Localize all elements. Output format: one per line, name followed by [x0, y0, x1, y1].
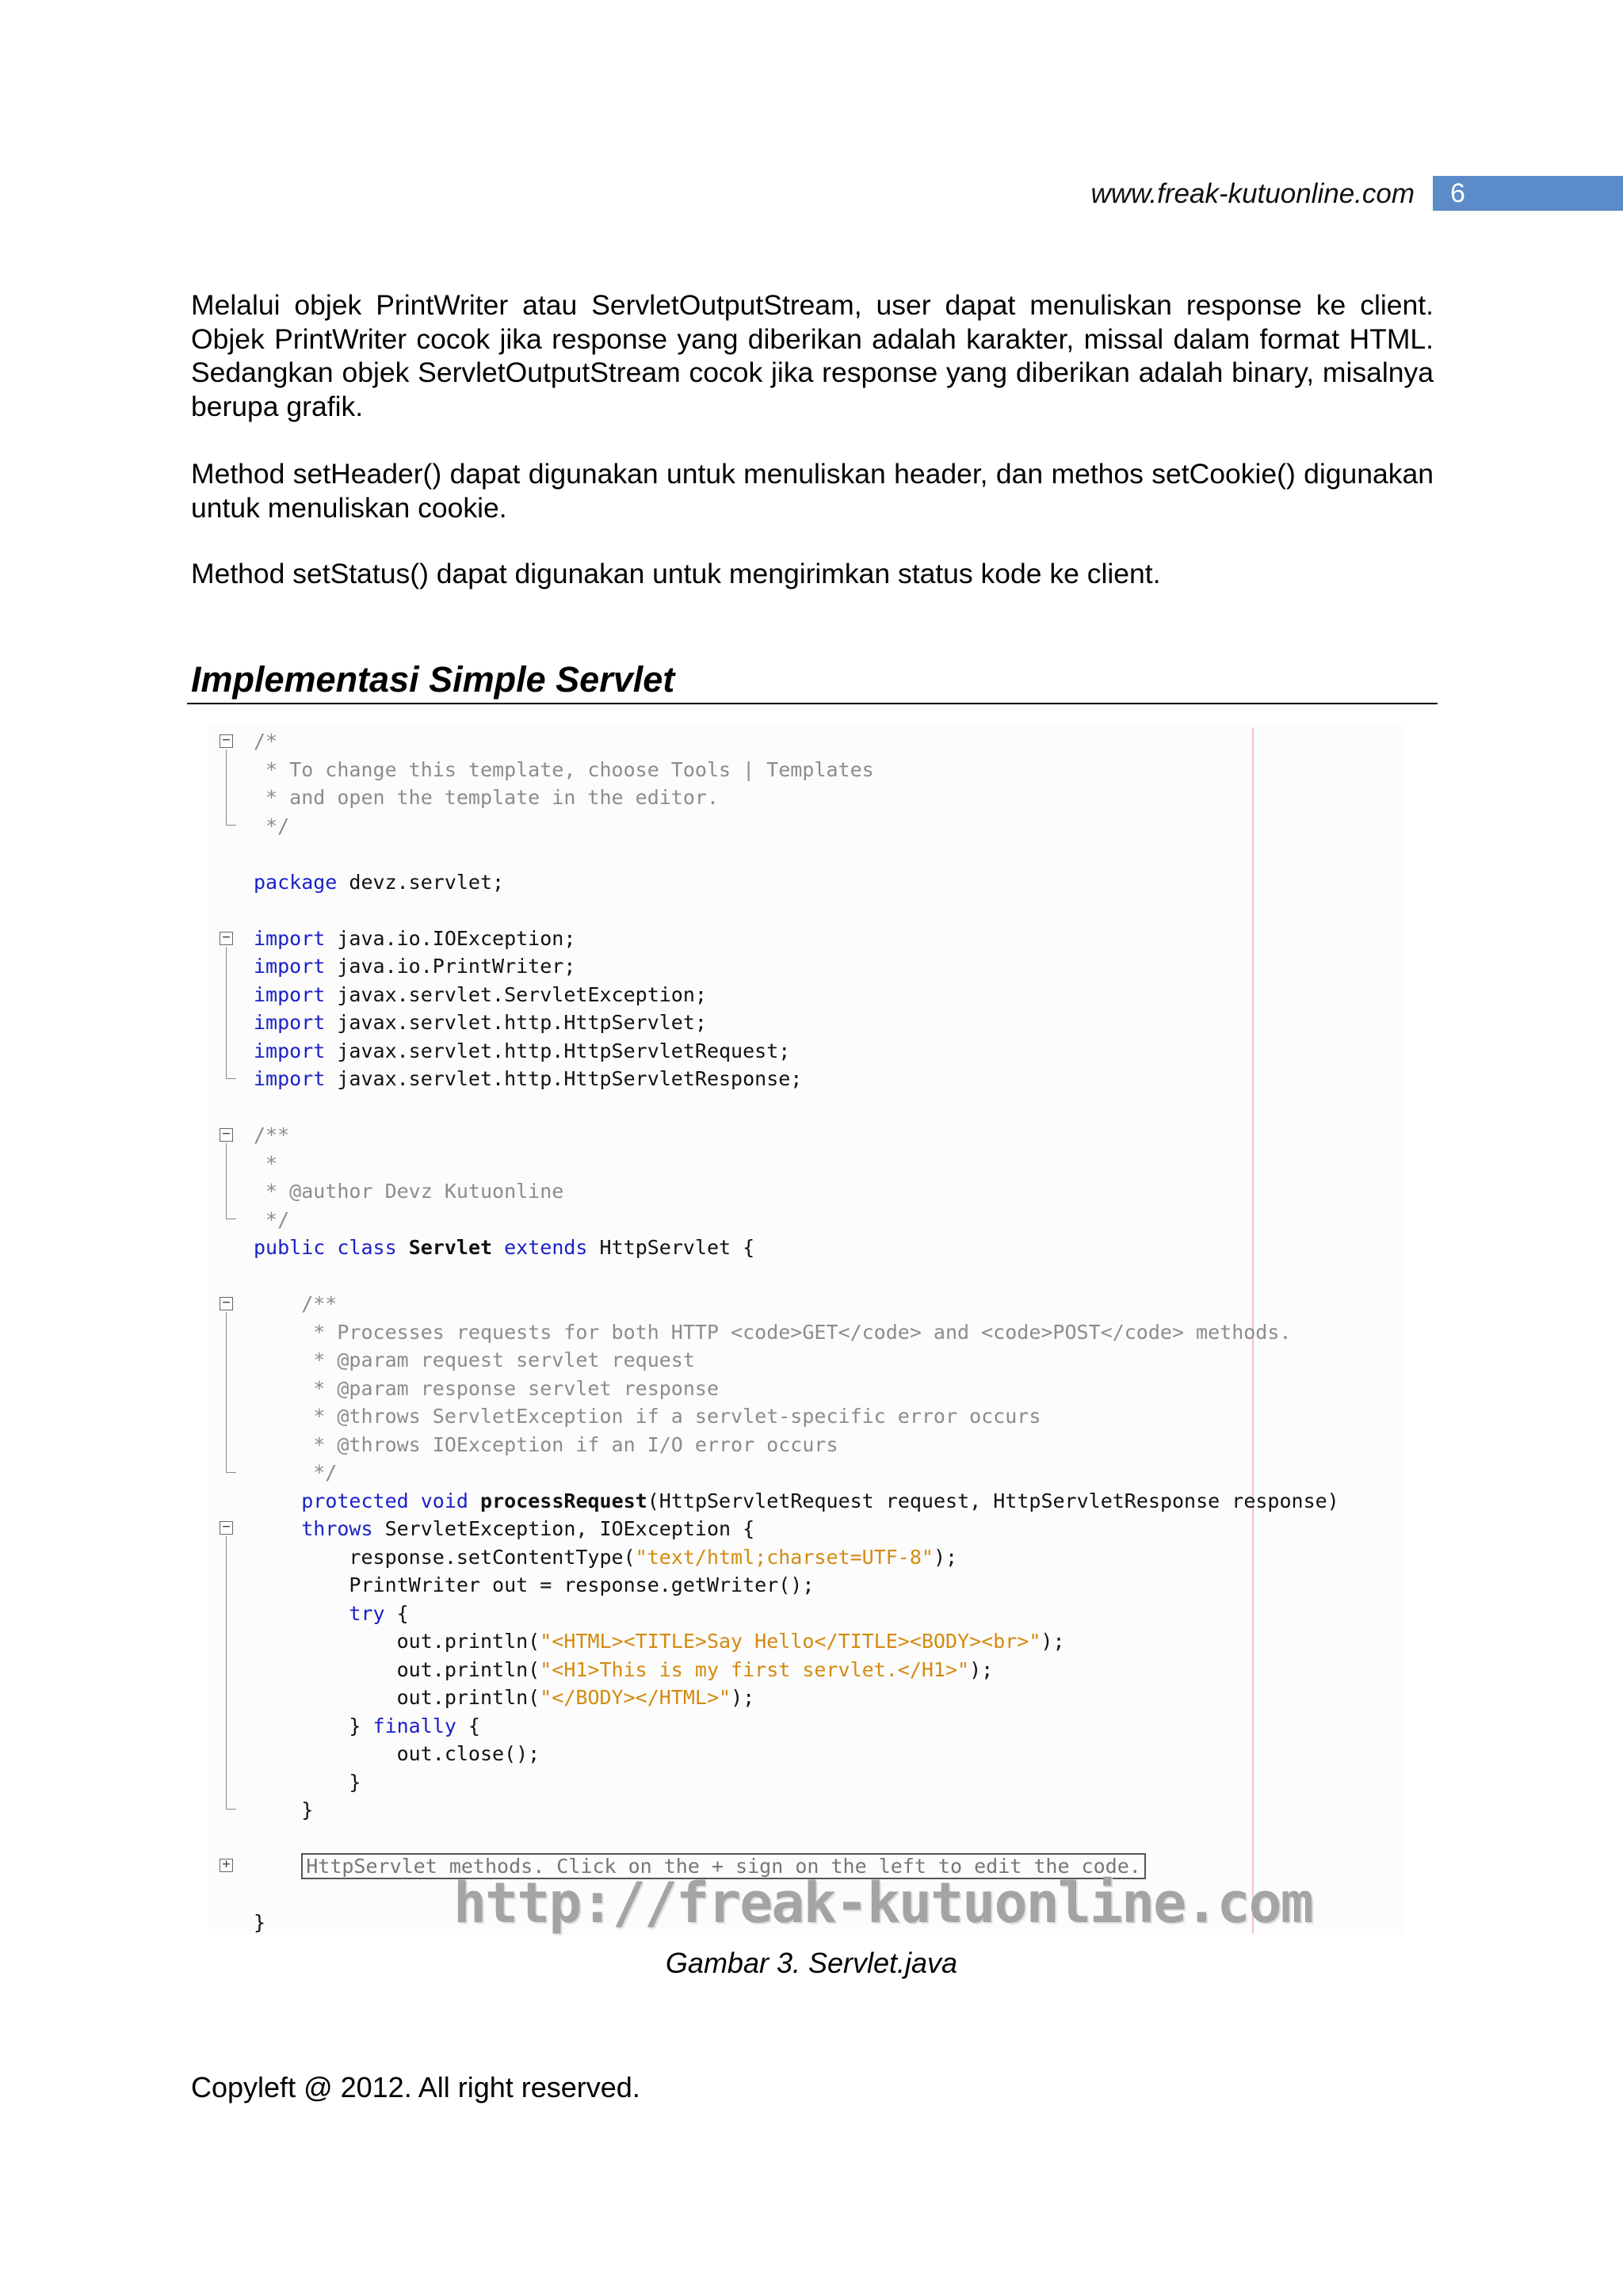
code-token: [492, 1236, 504, 1259]
code-token: throws: [301, 1517, 373, 1540]
code-line: [254, 1712, 1339, 1741]
code-token: }: [254, 1798, 314, 1821]
code-line: [254, 1740, 1339, 1768]
code-token: "<HTML><TITLE>Say Hello</TITLE><BODY><br>": [540, 1630, 1041, 1653]
code-token: */: [254, 1461, 338, 1484]
code-line: [254, 1796, 1339, 1825]
code-token: }: [254, 1770, 361, 1794]
folded-code-hint[interactable]: HttpServlet methods. Click on the + sign on the left to edit the code.: [301, 1853, 1146, 1879]
code-line: [254, 1627, 1339, 1656]
code-line: [254, 756, 1339, 784]
code-line: [254, 1768, 1339, 1797]
code-token: javax.servlet.http.HttpServletResponse;: [325, 1067, 803, 1090]
code-token: public: [254, 1236, 326, 1259]
code-line: [254, 1684, 1339, 1712]
code-token: * and open the template in the editor.: [254, 786, 719, 809]
watermark: http://freak-kutuonline.com: [453, 1871, 1312, 1936]
code-token: * @throws ServletException if a servlet-specific error occurs: [254, 1405, 1041, 1428]
figure-caption: Gambar 3. Servlet.java: [665, 1947, 958, 1979]
page-number: 6: [1450, 178, 1465, 208]
code-line: [254, 1177, 1339, 1206]
code-line: [254, 1093, 1339, 1122]
code-token: (HttpServletRequest request, HttpServletResponse response): [647, 1489, 1339, 1512]
section-title: Implementasi Simple Servlet: [191, 659, 675, 700]
code-token: import: [254, 1039, 326, 1062]
code-token: import: [254, 926, 326, 950]
code-token: package: [254, 870, 338, 894]
code-token: {: [384, 1601, 409, 1625]
code-token: HttpServlet {: [587, 1236, 755, 1259]
code-line: [254, 1346, 1339, 1375]
code-token: java.io.IOException;: [325, 926, 576, 950]
code-line: [254, 1121, 1339, 1150]
code-token: [325, 1236, 337, 1259]
fold-guide-line: [226, 749, 236, 826]
code-line: [254, 868, 1339, 897]
code-token: [254, 1489, 301, 1512]
fold-collapse-icon[interactable]: −: [220, 1297, 233, 1310]
code-token: "</BODY></HTML>": [540, 1686, 731, 1709]
fold-guide-line: [226, 1143, 236, 1219]
code-token: import: [254, 955, 326, 978]
code-token: try: [349, 1601, 385, 1625]
code-line: [254, 1600, 1339, 1628]
header-url: www.freak-kutuonline.com: [1090, 178, 1415, 209]
code-token: * @author Devz Kutuonline: [254, 1180, 564, 1203]
paragraph-setstatus: Method setStatus() dapat digunakan untuk mengirimkan status kode ke client.: [191, 558, 1161, 589]
code-token: }: [254, 1911, 266, 1934]
code-token: * To change this template, choose Tools | Templates: [254, 757, 874, 781]
section-divider: [187, 703, 1438, 704]
code-token: {: [456, 1714, 480, 1737]
code-token: *: [254, 1151, 278, 1175]
code-token: [409, 1489, 421, 1512]
code-line: [254, 784, 1339, 812]
fold-guide-line: [226, 947, 236, 1079]
code-token: ServletException, IOException {: [372, 1517, 755, 1540]
code-line: [254, 1825, 1339, 1853]
code-line: [254, 1375, 1339, 1403]
code-token: "text/html;charset=UTF-8": [635, 1545, 934, 1569]
page-footer: Copyleft @ 2012. All right reserved.: [191, 2071, 640, 2103]
code-token: Servlet: [408, 1236, 493, 1259]
code-token: devz.servlet;: [337, 870, 505, 894]
code-line: [254, 1431, 1339, 1459]
code-token: java.io.PrintWriter;: [325, 955, 576, 978]
code-line: [254, 981, 1339, 1009]
code-token: processRequest: [480, 1489, 647, 1512]
code-line: [254, 1571, 1339, 1600]
code-token: out.println(: [254, 1686, 540, 1709]
code-line: [254, 1234, 1339, 1262]
code-line: [254, 1543, 1339, 1572]
code-line: [254, 1487, 1339, 1516]
code-token: import: [254, 1011, 326, 1034]
code-token: );: [731, 1686, 755, 1709]
fold-guide-line: [226, 1536, 236, 1810]
code-line: [254, 727, 1339, 756]
code-line: [254, 1402, 1339, 1431]
code-token: */: [254, 1207, 290, 1231]
code-token: );: [933, 1545, 958, 1569]
code-line: [254, 896, 1339, 925]
code-token: response.setContentType(: [254, 1545, 636, 1569]
code-line: [254, 1009, 1339, 1037]
code-line: [254, 1037, 1339, 1066]
page-number-bar: [1433, 176, 1623, 211]
code-token: "<H1>This is my first servlet.</H1>": [540, 1657, 970, 1681]
code-token: [254, 1602, 349, 1625]
code-token: */: [254, 814, 290, 837]
code-line: [254, 840, 1339, 868]
code-line: [254, 812, 1339, 841]
code-token: * @param response servlet response: [254, 1376, 719, 1400]
code-line: [254, 1656, 1339, 1684]
code-token: out.println(: [254, 1630, 540, 1653]
code-line: [254, 952, 1339, 981]
code-line: [254, 1065, 1339, 1093]
code-token: * @throws IOException if an I/O error occurs: [254, 1432, 838, 1456]
fold-collapse-icon[interactable]: −: [220, 1521, 233, 1535]
fold-collapse-icon[interactable]: −: [220, 932, 233, 945]
code-line: [254, 1150, 1339, 1178]
code-token: PrintWriter out = response.getWriter();: [254, 1573, 815, 1596]
code-line: [254, 1262, 1339, 1291]
code-token: out.println(: [254, 1657, 540, 1681]
paragraph-printwriter: Melalui objek PrintWriter atau ServletOutputStream, user dapat menuliskan response ke client. Objek PrintWriter cocok jika response yang diberikan adalah karakter, missal dalam format HTML. Sedangkan objek ServletOutputStream cocok jika response yang diberikan adalah binary, misalnya berupa grafik.: [191, 289, 1434, 422]
code-token: [254, 1517, 301, 1540]
code-line: [254, 925, 1339, 953]
fold-collapse-icon[interactable]: −: [220, 1128, 233, 1142]
fold-expand-icon[interactable]: +: [220, 1859, 233, 1872]
code-token: extends: [504, 1236, 588, 1259]
code-token: * @param request servlet request: [254, 1348, 695, 1371]
code-token: );: [969, 1657, 994, 1681]
code-line: [254, 1515, 1339, 1543]
fold-collapse-icon[interactable]: −: [220, 734, 233, 748]
code-line: [254, 1318, 1339, 1347]
code-line: [254, 1290, 1339, 1318]
code-token: * Processes requests for both HTTP <code>GET</code> and <code>POST</code> methods.: [254, 1320, 1292, 1344]
code-token: finally: [372, 1714, 456, 1737]
code-token: javax.servlet.http.HttpServlet;: [325, 1011, 707, 1034]
code-token: [468, 1489, 480, 1512]
code-token: class: [337, 1236, 397, 1259]
code-token: protected: [301, 1489, 409, 1512]
code-token: import: [254, 1067, 326, 1090]
fold-guide-line: [226, 1312, 236, 1473]
code-token: void: [420, 1489, 468, 1512]
code-listing: [254, 727, 1339, 1937]
code-token: javax.servlet.http.HttpServletRequest;: [325, 1039, 791, 1062]
code-token: /**: [254, 1123, 290, 1146]
code-token: out.close();: [254, 1742, 540, 1765]
code-token: /*: [254, 730, 278, 753]
code-line: [254, 1459, 1339, 1487]
code-token: javax.servlet.ServletException;: [325, 982, 707, 1006]
code-token: }: [254, 1714, 373, 1737]
code-token: );: [1041, 1630, 1065, 1653]
code-line: [254, 1206, 1339, 1234]
code-token: [254, 1855, 301, 1878]
code-token: /**: [254, 1292, 338, 1315]
code-token: import: [254, 982, 326, 1006]
code-token: [397, 1236, 409, 1259]
paragraph-setheader: Method setHeader() dapat digunakan untuk menuliskan header, dan methos setCookie() digunakan untuk menuliskan cookie.: [191, 458, 1434, 524]
